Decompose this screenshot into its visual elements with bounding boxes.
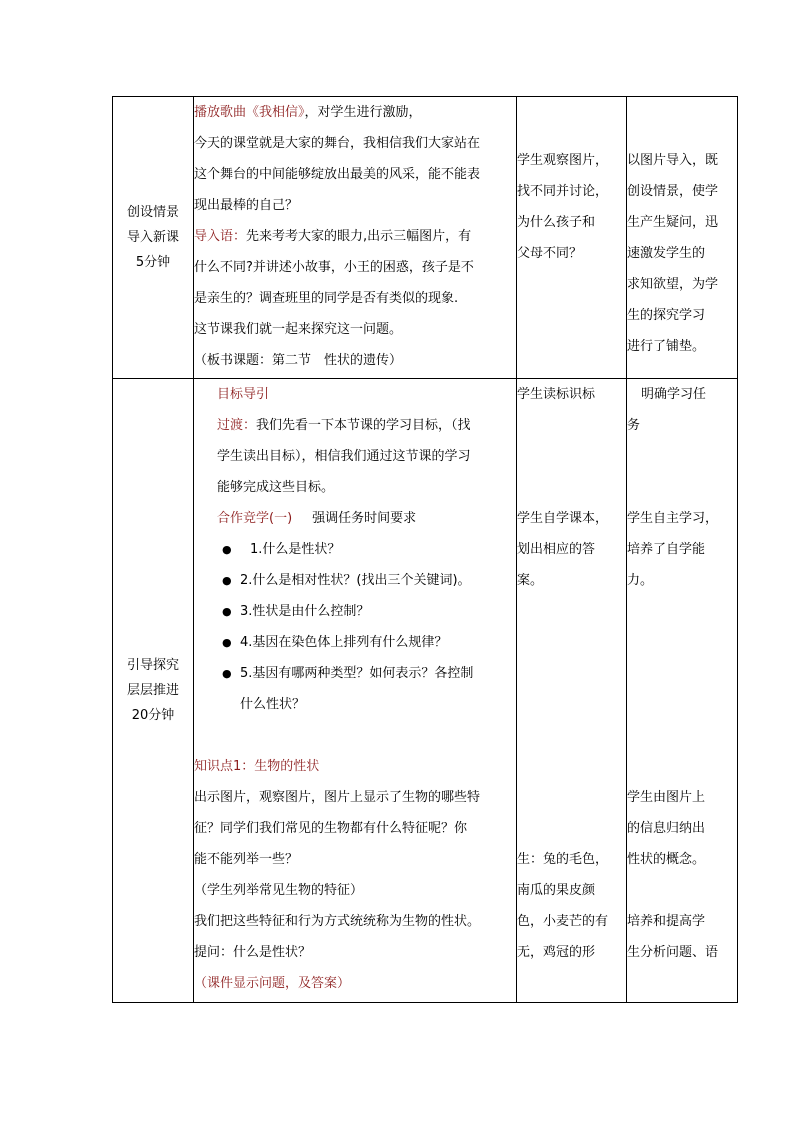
bullet-icon: ●	[222, 543, 232, 556]
stage-line: 5分钟	[135, 255, 171, 270]
bullet-icon: ●	[222, 574, 232, 587]
text-line: 我们先看一下本节课的学习目标，（找	[256, 418, 471, 433]
text-line: 性状的概念。	[627, 852, 706, 867]
text-line: 今天的课堂就是大家的舞台，我相信我们大家站在	[194, 136, 481, 151]
text-line: 的信息归纳出	[627, 821, 706, 836]
lesson-plan-table	[112, 96, 738, 1003]
student-activity-cell	[517, 379, 627, 1003]
text-line: 学生读标识标	[517, 387, 596, 402]
bullet-icon: ●	[222, 636, 232, 649]
stage-line: 导入新课	[126, 230, 179, 245]
text-line: ，对学生进行激励，	[304, 105, 422, 120]
text-line: 征？同学们我们常见的生物都有什么特征呢？你	[194, 821, 468, 836]
cooperative-learning-label: 合作竞学(一)	[217, 511, 293, 526]
question-text: 1.什么是性状？	[250, 542, 341, 557]
text-line: 色，小麦芒的有	[517, 914, 609, 929]
song-instruction: 播放歌曲《我相信》	[194, 105, 305, 120]
text-line: 能够完成这些目标。	[217, 480, 335, 495]
stage-cell	[113, 97, 194, 379]
student-activity-cell	[517, 97, 627, 379]
text-line: 我们把这些特征和行为方式统统称为生物的性状。	[194, 914, 481, 929]
text-line: 强调任务时间要求	[312, 511, 417, 526]
intro-label: 导入语：	[194, 229, 247, 244]
text-line: 进行了铺垫。	[627, 339, 706, 354]
text-line: 是亲生的？调查班里的同学是否有类似的现象.	[194, 291, 459, 306]
text-line: 父母不同？	[517, 246, 583, 261]
text-line: 以图片导入，既	[627, 153, 719, 168]
stage-line: 引导探究	[126, 658, 179, 673]
list-item	[194, 534, 516, 565]
knowledge-point-title: 知识点1：生物的性状	[194, 759, 320, 774]
list-item	[194, 658, 516, 689]
text-line: 生产生疑问，迅	[627, 215, 719, 230]
text-line: 无，鸡冠的形	[517, 945, 596, 960]
goal-title: 目标导引	[217, 387, 270, 402]
stage-line: 层层推进	[126, 683, 179, 698]
text-line: 现出最棒的自己？	[194, 198, 299, 213]
text-line: 划出相应的答	[517, 542, 596, 557]
teacher-activity-cell	[194, 379, 517, 1003]
text-line: 出示图片，观察图片，图片上显示了生物的哪些特	[194, 790, 481, 805]
question-text: 3.性状是由什么控制？	[240, 604, 370, 619]
bullet-icon: ●	[222, 667, 232, 680]
text-line: 力。	[627, 573, 654, 588]
stage-line: 20分钟	[131, 708, 175, 723]
text-line: 找不同并讨论，	[517, 184, 609, 199]
text-line: 什么不同?并讲述小故事，小王的困惑，孩子是不	[194, 260, 474, 275]
text-line: 案。	[517, 573, 544, 588]
text-line: 学生自学课本，	[517, 511, 609, 526]
question-text: 4.基因在染色体上排列有什么规律？	[240, 635, 448, 650]
text-line: （板书课题：第二节 性状的遗传）	[194, 353, 403, 368]
text-line: 南瓜的果皮颜	[517, 883, 596, 898]
text-line: 学生由图片上	[627, 790, 706, 805]
design-intent-cell	[627, 97, 738, 379]
text-line: 学生读出目标），相信我们通过这节课的学习	[217, 449, 471, 464]
list-item	[194, 596, 516, 627]
design-intent-cell	[627, 379, 738, 1003]
text-line: 什么性状？	[240, 697, 306, 712]
text-line: 这节课我们就一起来探究这一问题。	[194, 322, 403, 337]
text-line: 学生自主学习，	[627, 511, 719, 526]
question-text: 2.什么是相对性状？(找出三个关键词)。	[240, 573, 471, 588]
stage-cell	[113, 379, 194, 1003]
text-line: （学生列举常见生物的特征）	[194, 883, 364, 898]
text-line: 为什么孩子和	[517, 215, 596, 230]
text-line: 培养了自学能	[627, 542, 706, 557]
text-line: 先来考考大家的眼力,出示三幅图片，有	[246, 229, 472, 244]
transition-label: 过渡：	[217, 418, 257, 433]
text-line: 速激发学生的	[627, 246, 706, 261]
stage-line: 创设情景	[126, 205, 179, 220]
table-row	[113, 97, 738, 379]
list-item	[194, 565, 516, 596]
text-line: 创设情景，使学	[627, 184, 719, 199]
text-line: 明确学习任	[641, 387, 707, 402]
text-line: 培养和提高学	[627, 914, 706, 929]
text-line: 学生观察图片，	[517, 153, 609, 168]
text-line: 能不能列举一些？	[194, 852, 299, 867]
courseware-note: （课件显示问题，及答案）	[194, 976, 351, 991]
text-line: 这个舞台的中间能够绽放出最美的风采，能不能表	[194, 167, 481, 182]
text-line: 生分析问题、语	[627, 945, 719, 960]
bullet-icon: ●	[222, 605, 232, 618]
list-item	[194, 627, 516, 658]
text-line: 生的探究学习	[627, 308, 706, 323]
text-line: 务	[627, 418, 641, 433]
question-text: 5.基因有哪两种类型？如何表示？各控制	[240, 666, 474, 681]
text-line: 生：兔的毛色，	[517, 852, 609, 867]
text-line: 提问：什么是性状？	[194, 945, 312, 960]
teacher-activity-cell	[194, 97, 517, 379]
table-row	[113, 379, 738, 1003]
text-line: 求知欲望，为学	[627, 277, 719, 292]
